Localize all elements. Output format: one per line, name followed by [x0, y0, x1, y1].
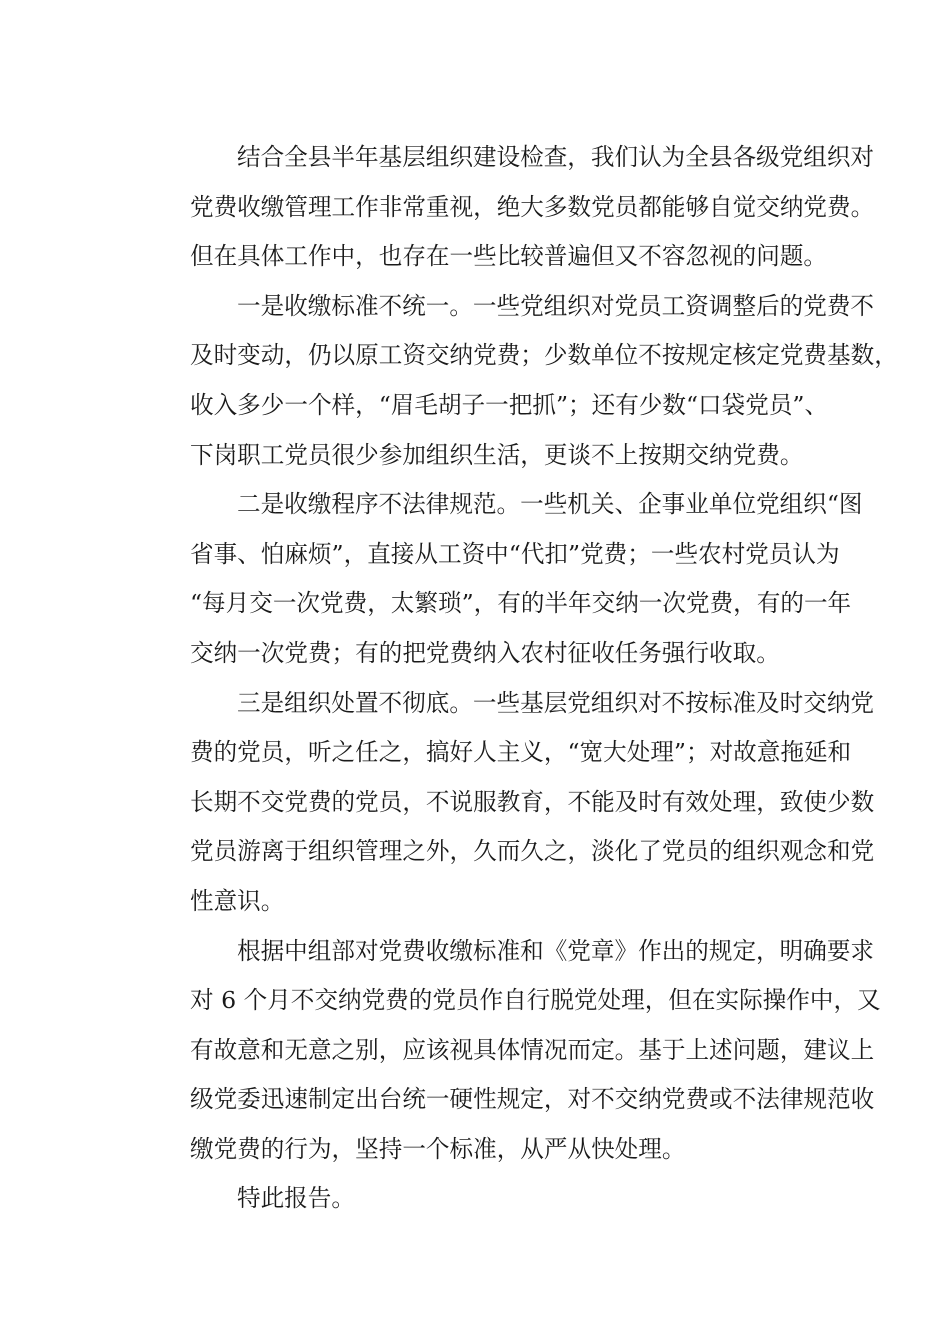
text-line: 省事、怕麻烦”，直接从工资中“代扣”党费；一些农村党员认为 [190, 539, 840, 568]
text-line: “每月交一次党费，太繁琐”，有的半年交纳一次党费，有的一年 [190, 589, 852, 618]
text-line: 结合全县半年基层组织建设检查，我们认为全县各级党组织对 [237, 143, 875, 171]
paragraph-closing [143, 1174, 809, 1224]
text-line: 收入多少一个样，“眉毛胡子一把抓”；还有少数“口袋党员”、 [190, 390, 829, 419]
text-line: 交纳一次党费；有的把党费纳入农村征收任务强行收取。 [190, 638, 780, 667]
paragraph-issue-two [143, 480, 863, 678]
text-line: 性意识。 [190, 886, 285, 915]
text-line: 一是收缴标准不统一。一些党组织对党员工资调整后的党费不 [237, 291, 875, 320]
text-line: 长期不交党费的党员，不说服教育，不能及时有效处理，致使少数 [190, 787, 875, 816]
text-line: 下岗职工党员很少参加组织生活，更谈不上按期交纳党费。 [190, 440, 804, 469]
text-line: 有故意和无意之别，应该视具体情况而定。基于上述问题，建议上 [190, 1035, 875, 1064]
paragraph-intro [143, 133, 875, 282]
text-line: 但在具体工作中，也存在一些比较普遍但又不容忽视的问题。 [190, 242, 828, 271]
text-line: 费的党员，听之任之，搞好人主义，“宽大处理”；对故意拖延和 [190, 738, 852, 767]
text-line: 缴党费的行为，坚持一个标准，从严从快处理。 [190, 1134, 686, 1163]
paragraph-issue-three [143, 679, 875, 927]
text-line: 根据中组部对党费收缴标准和《党章》作出的规定，明确要求 [237, 936, 875, 965]
text-line: 党费收缴管理工作非常重视，绝大多数党员都能够自觉交纳党费。 [190, 192, 875, 221]
text-line: 党员游离于组织管理之外，久而久之，淡化了党员的组织观念和党 [190, 837, 875, 866]
document-body [143, 133, 898, 1224]
text-line: 特此报告。 [237, 1184, 355, 1213]
text-line: 三是组织处置不彻底。一些基层党组织对不按标准及时交纳党 [237, 688, 875, 717]
text-line: 级党委迅速制定出台统一硬性规定，对不交纳党费或不法律规范收 [190, 1085, 875, 1114]
paragraph-issue-one [143, 282, 898, 480]
paragraph-recommendation [143, 927, 881, 1175]
text-line: 及时变动，仍以原工资交纳党费；少数单位不按规定核定党费基数， [190, 341, 898, 370]
text-line: 二是收缴程序不法律规范。一些机关、企事业单位党组织“图 [237, 490, 863, 519]
text-line: 对 6 个月不交纳党费的党员作自行脱党处理，但在实际操作中，又 [190, 986, 881, 1015]
